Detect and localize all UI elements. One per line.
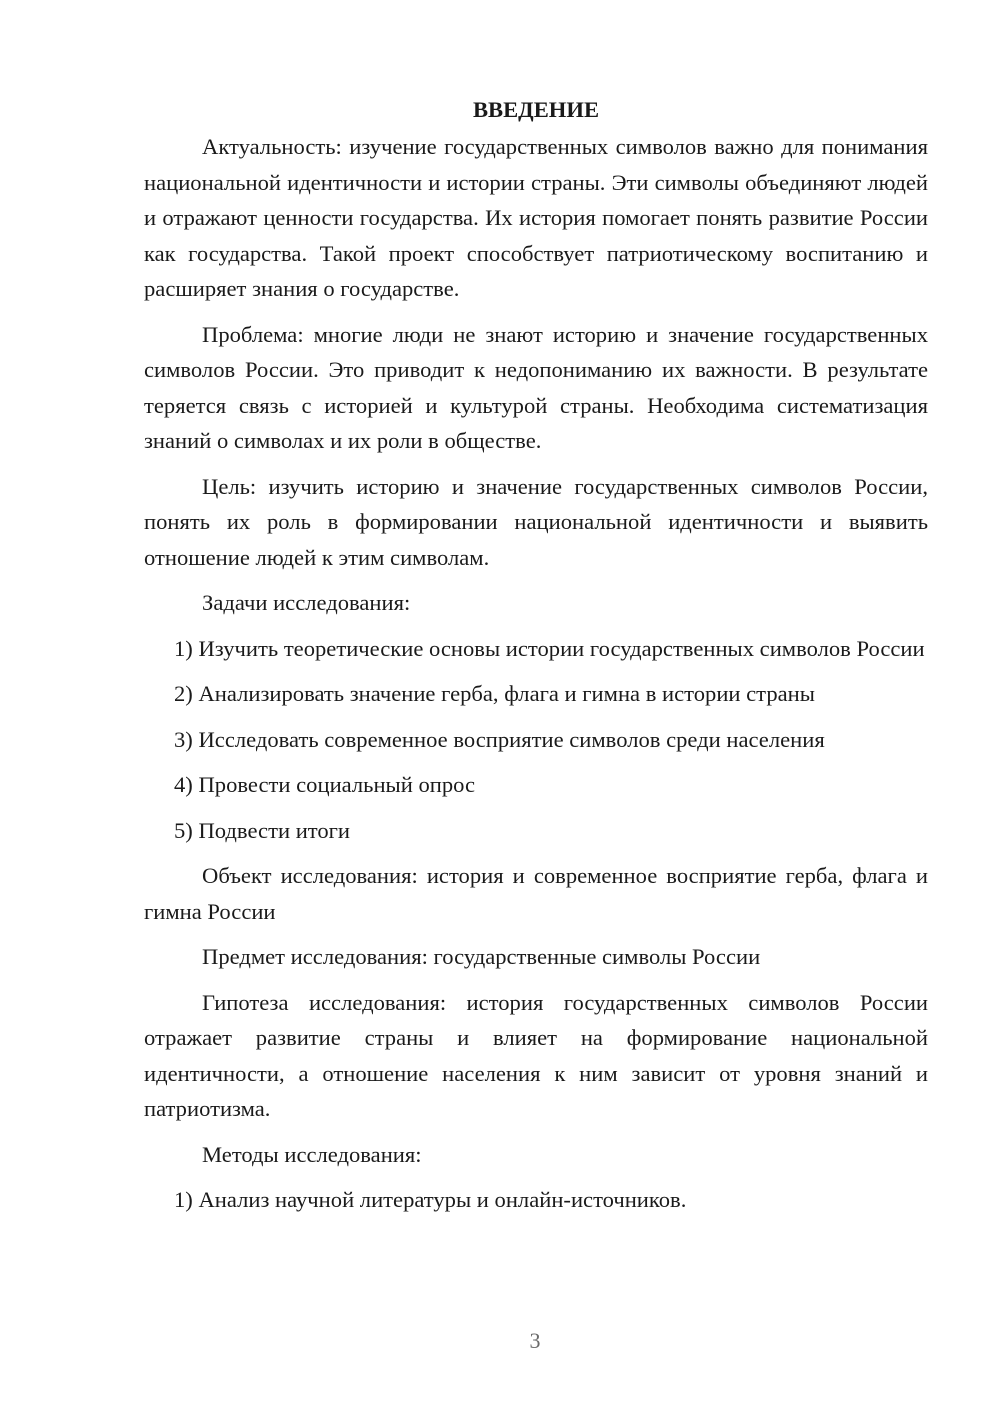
subject-paragraph: Предмет исследования: государственные символы России — [202, 944, 761, 969]
task-item: 3) Исследовать современное восприятие символов среди населения — [174, 726, 825, 752]
problem-paragraph: Проблема: многие люди не знают историю и значение государственных символов России. Это приводит к недопониманию их важности. В результате теряется связь с историей и культурой страны. Необходима систематизация знаний о символах и их роли в обществе. — [144, 321, 928, 453]
object-paragraph: Объект исследования: история и современное восприятие герба, флага и гимна России — [144, 863, 928, 924]
page-number: 3 — [529, 1328, 541, 1353]
task-item: 4) Провести социальный опрос — [174, 772, 476, 797]
goal-paragraph: Цель: изучить историю и значение государственных символов России, понять их роль в формировании национальной идентичности и выявить отношение людей к этим символам. — [144, 473, 928, 570]
task-item: 5) Подвести итоги — [174, 817, 351, 843]
task-item: 2) Анализировать значение герба, флага и гимна в истории страны — [174, 681, 815, 706]
method-item: 1) Анализ научной литературы и онлайн-источников. — [174, 1187, 687, 1212]
task-item: 1) Изучить теоретические основы истории государственных символов России — [174, 635, 925, 661]
methods-title: Методы исследования: — [202, 1141, 422, 1167]
relevance-paragraph: Актуальность: изучение государственных символов важно для понимания национальной идентичности и истории страны. Эти символы объединяют людей и отражают ценности государства. Их история помогает понять развитие России как государства. Такой проект способствует патриотическому воспитанию и расширяет знания о государстве. — [144, 134, 928, 301]
tasks-title: Задачи исследования: — [202, 590, 411, 615]
hypothesis-paragraph: Гипотеза исследования: история государственных символов России отражает развитие страны и влияет на формирование национальной идентичности, а отношение населения к ним зависит от уровня знаний и патриотизма. — [144, 989, 928, 1121]
document-page — [144, 92, 928, 1228]
section-heading: ВВЕДЕНИЕ — [472, 97, 600, 122]
